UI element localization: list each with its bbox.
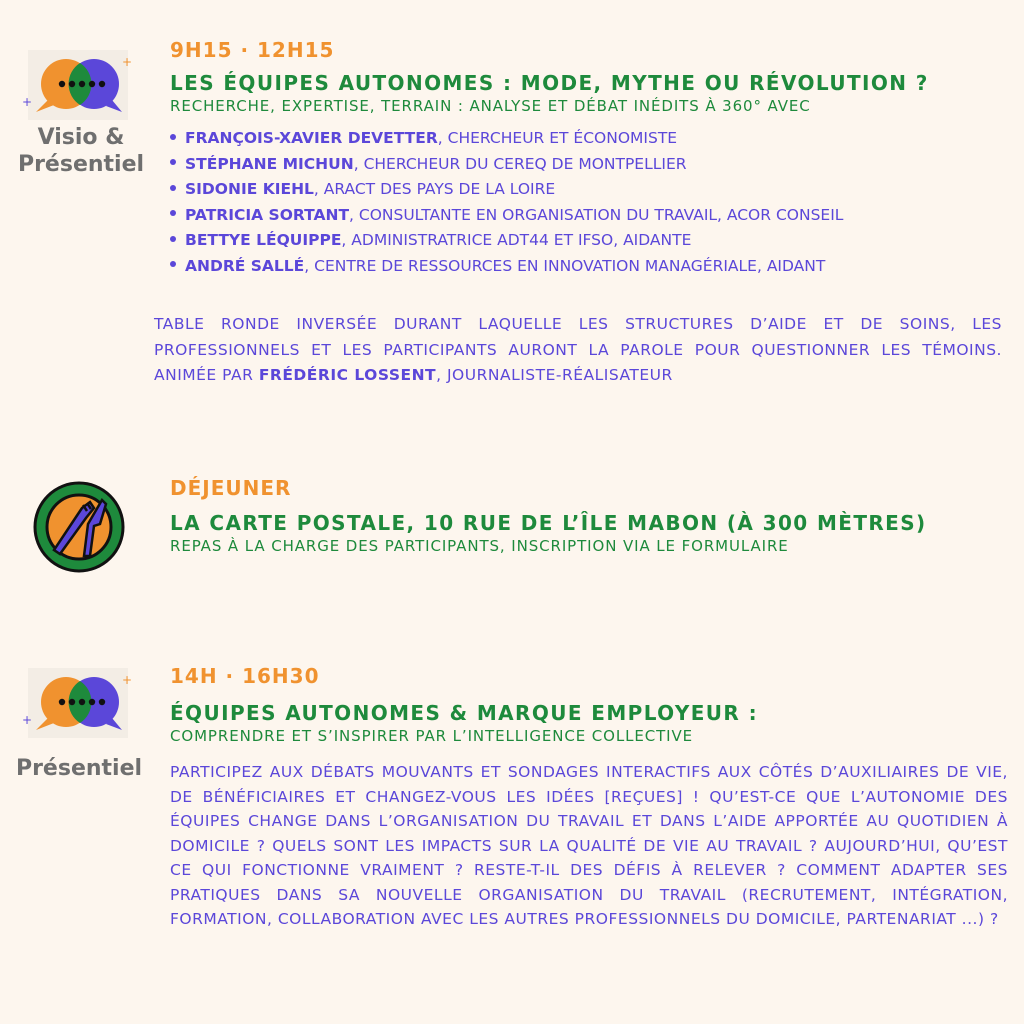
mode-line-1: Visio & — [37, 125, 125, 150]
chat-bubbles-icon — [18, 668, 136, 738]
svg-text:+: + — [122, 673, 133, 687]
speaker-role: , CHERCHEUR DU CEREQ DE MONTPELLIER — [353, 154, 687, 173]
speaker-role: , ARACT DES PAYS DE LA LOIRE — [313, 180, 556, 198]
session2-mode-label: Présentiel — [15, 756, 143, 781]
speaker-role: , ADMINISTRATRICE ADT44 ET IFSO, AIDANTE — [341, 231, 692, 249]
svg-text:+: + — [22, 713, 33, 727]
session2-time: 14H · 16H30 — [170, 664, 320, 688]
session1-title: LES ÉQUIPES AUTONOMES : MODE, MYTHE OU RÉVOLUTION ? — [170, 71, 929, 95]
speaker-item — [170, 254, 1010, 280]
session2-subtitle: COMPRENDRE ET S’INSPIRER PAR L’INTELLIGENCE COLLECTIVE — [170, 727, 694, 745]
session1-description — [154, 312, 1002, 389]
speaker-name: ANDRÉ SALLÉ — [185, 256, 305, 275]
session1-subtitle: RECHERCHE, EXPERTISE, TERRAIN : ANALYSE ET DÉBAT INÉDITS À 360° AVEC — [170, 97, 811, 115]
svg-text:+: + — [22, 95, 33, 109]
speaker-role: , CHERCHEUR ET ÉCONOMISTE — [437, 129, 678, 147]
session2-title: ÉQUIPES AUTONOMES & MARQUE EMPLOYEUR : — [170, 701, 758, 725]
session2-description — [170, 760, 1008, 932]
lunch-title: LA CARTE POSTALE, 10 RUE DE L’ÎLE MABON (À 300 MÈTRES) — [170, 511, 927, 535]
speaker-item — [170, 228, 1010, 254]
speaker-role: , CENTRE DE RESSOURCES EN INNOVATION MANAGÉRIALE, AIDANT — [304, 256, 826, 275]
speaker-item — [170, 152, 1010, 178]
speaker-name: STÉPHANE MICHUN — [185, 154, 354, 173]
speaker-name: FRANÇOIS-XAVIER DEVETTER — [185, 129, 438, 147]
chat-bubbles-icon — [18, 50, 136, 120]
speaker-list — [170, 126, 1010, 279]
speaker-name: PATRICIA SORTANT — [185, 205, 350, 224]
session2-block — [170, 664, 1010, 746]
host-name: FRÉDÉRIC LOSSENT — [258, 366, 437, 384]
speaker-name: BETTYE LÉQUIPPE — [185, 231, 342, 249]
session1-block — [170, 38, 1010, 279]
mode-line-2: Présentiel — [17, 152, 145, 177]
speaker-item — [170, 126, 1010, 152]
session1-time: 9H15 · 12H15 — [170, 38, 335, 62]
session2-description-text: PARTICIPEZ AUX DÉBATS MOUVANTS ET SONDAGES INTERACTIFS AUX CÔTÉS D’AUXILIAIRES DE VIE, DE BÉNÉFICIAIRES ET CHANGEZ-VOUS LES IDÉES [REÇUES] ! QU’EST-CE QUE L’AUTONOMIE DES ÉQUIPES CHANGE DANS L’ORGANISATION DU TRAVAIL ET DANS L’AIDE APPORTÉE AU QUOTIDIEN À DOMICILE ? QUELS SONT LES IMPACTS SUR LA QUALITÉ DE VIE AU TRAVAIL ? AUJOURD’HUI, QU’EST CE QUI FONCTIONNE VRAIMENT ? RESTE-T-IL DES DÉFIS À RELEVER ? COMMENT ADAPTER SES PRATIQUES DANS SA NOUVELLE ORGANISATION DU TRAVAIL (RECRUTEMENT, INTÉGRATION, FORMATION, COLLABORATION AVEC LES AUTRES PROFESSIONNELS DU DOMICILE, PARTENARIAT ...) ? — [170, 763, 1008, 928]
lunch-block — [170, 476, 1010, 556]
session1-mode-label — [6, 124, 156, 178]
description-text: TABLE RONDE INVERSÉE DURANT LAQUELLE LES STRUCTURES D’AIDE ET DE SOINS, LES PROFESSIONNELS ET LES PARTICIPANTS AURONT LA PAROLE POUR QUESTIONNER LES TÉMOINS. ANIMÉE PAR — [154, 315, 1002, 384]
speaker-item — [170, 177, 1010, 203]
svg-text:+: + — [122, 55, 133, 69]
lunch-label: DÉJEUNER — [170, 476, 292, 500]
lunch-subtitle: REPAS À LA CHARGE DES PARTICIPANTS, INSCRIPTION VIA LE FORMULAIRE — [170, 537, 789, 555]
speaker-item — [170, 203, 1010, 229]
speaker-name: SIDONIE KIEHL — [185, 180, 314, 198]
host-role: , JOURNALISTE-RÉALISATEUR — [436, 366, 673, 384]
speaker-role: , CONSULTANTE EN ORGANISATION DU TRAVAIL, ACOR CONSEIL — [349, 205, 844, 224]
plate-fork-knife-icon — [30, 478, 128, 576]
